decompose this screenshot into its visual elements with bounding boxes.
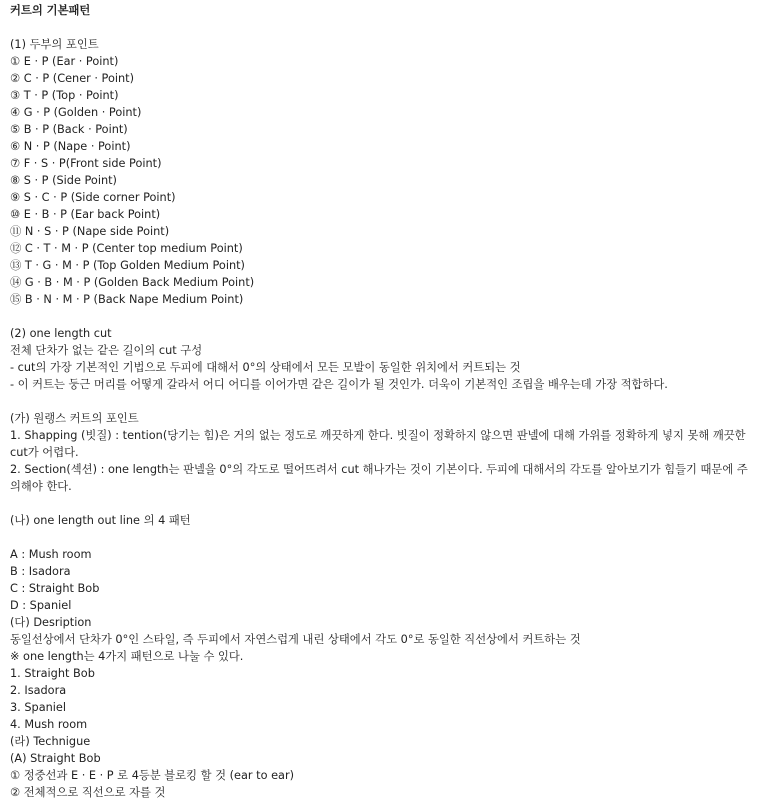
paragraph-item: 2. Section(섹션) : one length는 판넬을 0°의 각도로 떨어뜨려서 cut 해나가는 것이 기본이다. 두피에 대해서의 각도를 알아보기가 힘들기 때문에 주의해야 한다.: [10, 463, 748, 493]
point-item: ⑥ N · P (Nape · Point): [10, 140, 131, 153]
pattern-item: B : Isadora: [10, 565, 71, 578]
point-item: ⑩ E · B · P (Ear back Point): [10, 208, 161, 221]
point-item: ⑤ B · P (Back · Point): [10, 123, 128, 136]
paragraph-line: 전체 단차가 없는 같은 길이의 cut 구성: [10, 344, 203, 357]
spacer: [10, 495, 756, 512]
point-item: ⑧ S · P (Side Point): [10, 174, 117, 187]
pattern-item: A : Mush room: [10, 548, 92, 561]
point-item: ⑪ N · S · P (Nape side Point): [10, 225, 170, 238]
point-item: ⑮ B · N · M · P (Back Nape Medium Point): [10, 293, 244, 306]
list-item: 2. Isadora: [10, 684, 67, 697]
step-item: ② 전체적으로 직선으로 자를 것: [10, 786, 166, 799]
list-item: 1. Straight Bob: [10, 667, 95, 680]
section-heading-cut-points: (가) 원랭스 커트의 포인트: [10, 412, 139, 425]
point-item: ④ G · P (Golden · Point): [10, 106, 142, 119]
pattern-item: D : Spaniel: [10, 599, 72, 612]
point-item: ⑨ S · C · P (Side corner Point): [10, 191, 176, 204]
list-item: 4. Mush room: [10, 718, 88, 731]
section-heading-one-length-cut: (2) one length cut: [10, 327, 112, 340]
spacer: [10, 529, 756, 546]
paragraph-item: 1. Shapping (빗질) : tention(당기는 힘)은 거의 없는 정도로 깨끗하게 한다. 빗질이 정확하지 않으면 판넬에 대해 가위를 정확하게 넣지 못해 깨끗한 cut가 어렵다.: [10, 429, 746, 459]
section-heading-outline-patterns: (나) one length out line 의 4 패턴: [10, 514, 191, 527]
point-item: ⑭ G · B · M · P (Golden Back Medium Point): [10, 276, 255, 289]
paragraph-line: 동일선상에서 단차가 0°인 스타일, 즉 두피에서 자연스럽게 내린 상태에서 각도 0°로 동일한 직선상에서 커트하는 것: [10, 633, 581, 646]
step-item: ① 정중선과 E · E · P 로 4등분 블로킹 할 것 (ear to ear): [10, 769, 295, 782]
paragraph-line: - 이 커트는 둥근 머리를 어떻게 갈라서 어디 어디를 이어가면 같은 길이가 될 것인가. 더욱이 기본적인 조립을 배우는데 가장 적합하다.: [10, 378, 668, 391]
pattern-item: C : Straight Bob: [10, 582, 100, 595]
point-item: ② C · P (Cener · Point): [10, 72, 135, 85]
paragraph-line: - cut의 가장 기본적인 기법으로 두피에 대해서 0°의 상태에서 모든 모발이 동일한 위치에서 커트되는 것: [10, 361, 521, 374]
point-item: ⑬ T · G · M · P (Top Golden Medium Point): [10, 259, 245, 272]
spacer: [10, 393, 756, 410]
document-body: [10, 2, 756, 801]
section-heading-head-points: (1) 두부의 포인트: [10, 38, 99, 51]
section-heading-description: (다) Desription: [10, 616, 92, 629]
point-item: ⑫ C · T · M · P (Center top medium Point): [10, 242, 243, 255]
point-item: ③ T · P (Top · Point): [10, 89, 119, 102]
point-item: ① E · P (Ear · Point): [10, 55, 119, 68]
spacer: [10, 19, 756, 36]
document-title: 커트의 기본패턴: [10, 4, 91, 17]
point-item: ⑦ F · S · P(Front side Point): [10, 157, 162, 170]
subheading-straight-bob: (A) Straight Bob: [10, 752, 101, 765]
spacer: [10, 308, 756, 325]
paragraph-line: ※ one length는 4가지 패턴으로 나눌 수 있다.: [10, 650, 244, 663]
list-item: 3. Spaniel: [10, 701, 67, 714]
section-heading-technique: (라) Technigue: [10, 735, 91, 748]
